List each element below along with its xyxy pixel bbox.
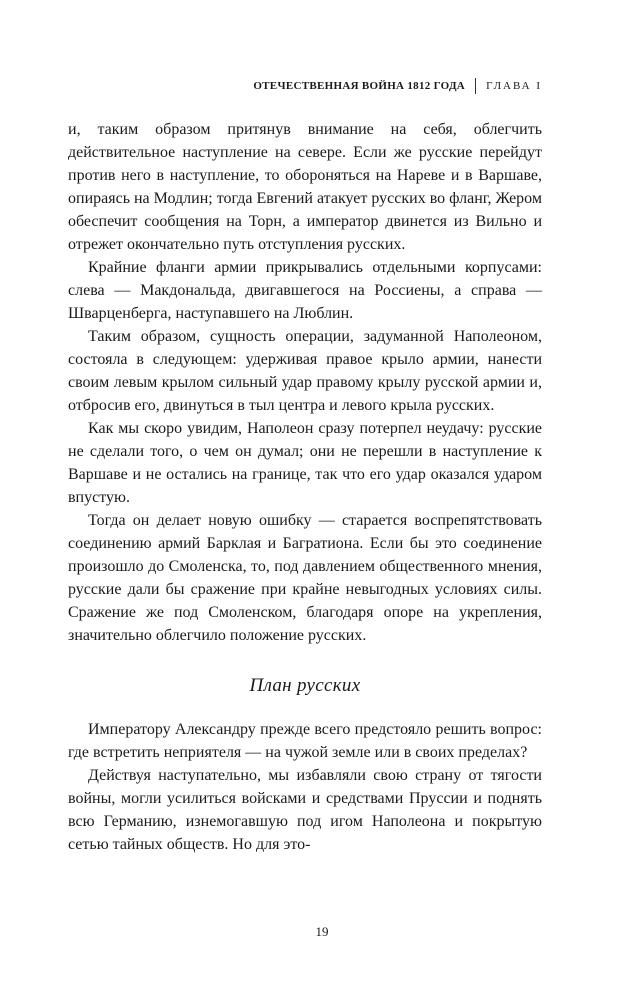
running-head-divider xyxy=(475,78,476,94)
paragraph: и, таким образом притянув внимание на себя, облегчить действительное наступление на севере. Если же русские перейдут против него в наступление, то обороняться на Нареве и в Варшаве, опираясь на Модлин; тогда Евгений атакует русских во фланг, Жером обеспечит сообщения на Торн, а император двинется из Вильно и отрежет окончательно путь отступления русских. xyxy=(68,121,542,253)
running-head-chapter: ГЛАВА I xyxy=(486,80,542,92)
paragraph: Таким образом, сущность операции, задуманной Наполеоном, состояла в следующем: удерживая правое крыло армии, нанести своим левым крылом сильный удар правому крылу русской армии и, отбросив его, двинуться в тыл центра и левого крыла русских. xyxy=(68,328,542,414)
paragraph: Тогда он делает новую ошибку — старается воспрепятствовать соединению армий Барклая и Багратиона. Если бы это соединение произошло до Смоленска, то, под давлением общественного мнения, русские дали бы сражение при крайне невыгодных условиях силы. Сражение же под Смоленском, благодаря опоре на укрепления, значительно облегчило положение русских. xyxy=(68,512,542,644)
paragraph: Крайние фланги армии прикрывались отдельными корпусами: слева — Макдональда, двигавшегося на Россиены, а справа — Шварценберга, наступавшего на Люблин. xyxy=(68,259,542,322)
paragraph: Императору Александру прежде всего предстояло решить вопрос: где встретить неприятеля — на чужой земле или в своих пределах? xyxy=(68,721,542,761)
paragraph: Как мы скоро увидим, Наполеон сразу потерпел неудачу: русские не сделали того, о чем он думал; они не перешли в наступление к Варшаве и не остались на границе, так что его удар оказался ударом впустую. xyxy=(68,420,542,506)
section-heading: План русских xyxy=(249,675,361,696)
body-text xyxy=(68,118,542,856)
running-head xyxy=(253,78,542,94)
page-number: 19 xyxy=(315,924,329,939)
running-head-book-title: ОТЕЧЕСТВЕННАЯ ВОЙНА 1812 ГОДА xyxy=(253,80,466,92)
paragraph: Действуя наступательно, мы избавляли свою страну от тягости войны, могли усилиться войсками и средствами Пруссии и поднять всю Германию, изнемогавшую под игом Наполеона и покрытую сетью тайных обществ. Но для это- xyxy=(68,767,542,853)
